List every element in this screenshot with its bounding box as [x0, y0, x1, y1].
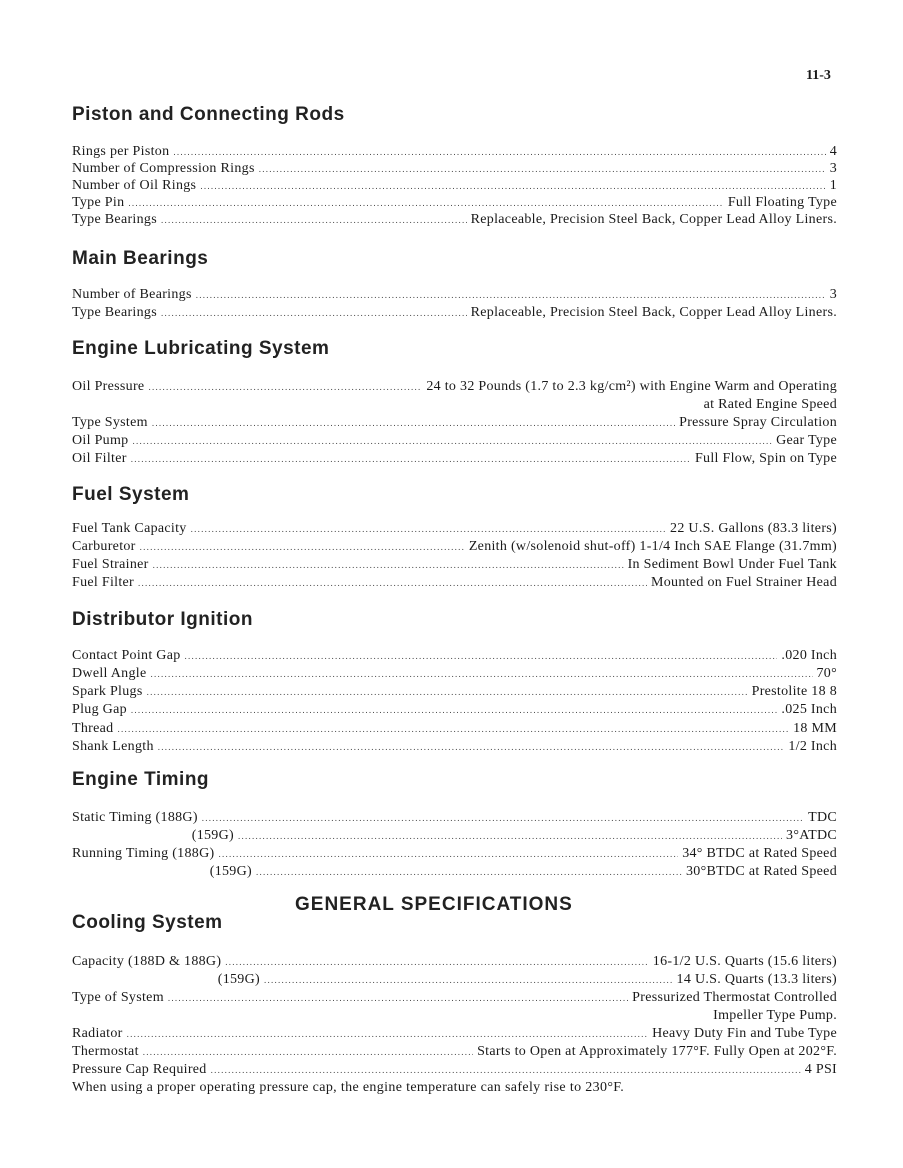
section-title-timing: Engine Timing	[72, 769, 210, 790]
dot-leader	[131, 451, 691, 467]
dot-leader	[173, 144, 825, 160]
spec-row	[72, 721, 837, 739]
spec-value: Zenith (w/solenoid shut-off) 1-1/4 Inch SAE Flange (31.7mm)	[468, 539, 837, 554]
dot-leader	[127, 1026, 649, 1042]
cooling-note: When using a proper operating pressure cap, the engine temperature can safely rise to 230°F.	[72, 1080, 625, 1095]
dot-leader	[218, 846, 678, 862]
spec-row	[72, 195, 837, 213]
spec-value: 14 U.S. Quarts (13.3 liters)	[676, 972, 837, 987]
spec-row	[72, 739, 837, 757]
spec-row	[72, 178, 837, 196]
spec-label: Oil Pressure	[72, 379, 145, 394]
spec-row	[72, 1044, 837, 1062]
spec-value: .025 Inch	[781, 702, 837, 717]
dot-leader	[138, 575, 647, 591]
dot-leader	[264, 972, 673, 988]
spec-label: Oil Pump	[72, 433, 129, 448]
section-title-cooling: Cooling System	[72, 912, 223, 933]
spec-label: (159G)	[209, 864, 252, 879]
spec-row	[72, 828, 837, 846]
spec-row	[72, 666, 837, 684]
spec-label: Capacity (188D & 188G)	[72, 954, 222, 969]
section-title-ignition: Distributor Ignition	[72, 609, 253, 630]
spec-row	[72, 684, 837, 702]
spec-value: Prestolite 18 8	[751, 684, 837, 699]
spec-row	[72, 864, 837, 882]
spec-value-continued: Impeller Type Pump.	[713, 1008, 837, 1023]
spec-value: 24 to 32 Pounds (1.7 to 2.3 kg/cm²) with Engine Warm and Operating	[426, 379, 837, 394]
spec-row	[72, 451, 837, 469]
spec-value: Heavy Duty Fin and Tube Type	[652, 1026, 837, 1041]
spec-value: 18 MM	[793, 721, 837, 736]
spec-row	[72, 1062, 837, 1080]
spec-row	[72, 521, 837, 539]
dot-leader	[150, 666, 812, 682]
spec-value: 34° BTDC at Rated Speed	[682, 846, 837, 861]
spec-value: Pressurized Thermostat Controlled	[632, 990, 837, 1005]
dot-leader	[225, 954, 649, 970]
spec-row	[72, 379, 837, 397]
spec-label: Fuel Strainer	[72, 557, 149, 572]
spec-value: TDC	[808, 810, 837, 825]
spec-row	[72, 702, 837, 720]
spec-label: Type of System	[72, 990, 164, 1005]
dot-leader	[191, 521, 666, 537]
spec-label: (159G)	[217, 972, 260, 987]
spec-value-continued: at Rated Engine Speed	[703, 397, 837, 412]
spec-label: Carburetor	[72, 539, 136, 554]
spec-value: Mounted on Fuel Strainer Head	[651, 575, 837, 590]
dot-leader	[168, 990, 628, 1006]
spec-value: .020 Inch	[781, 648, 837, 663]
dot-leader	[238, 828, 782, 844]
spec-value: 3	[829, 161, 837, 176]
spec-label: Contact Point Gap	[72, 648, 181, 663]
spec-row	[72, 144, 837, 162]
spec-row	[72, 287, 837, 305]
spec-label: Rings per Piston	[72, 144, 170, 159]
spec-label: Type Pin	[72, 195, 125, 210]
general-specifications-title: GENERAL SPECIFICATIONS	[295, 894, 573, 915]
spec-value: Replaceable, Precision Steel Back, Copper Lead Alloy Liners.	[470, 212, 837, 227]
spec-row	[72, 648, 837, 666]
spec-row	[72, 954, 837, 972]
spec-label: Fuel Tank Capacity	[72, 521, 187, 536]
section-title-fuel: Fuel System	[72, 484, 190, 505]
spec-label: (159G)	[191, 828, 234, 843]
spec-row	[72, 846, 837, 864]
dot-leader	[200, 178, 825, 194]
spec-row	[72, 557, 837, 575]
dot-leader	[152, 415, 675, 431]
dot-leader	[132, 433, 772, 449]
dot-leader	[202, 810, 804, 826]
spec-label: Running Timing (188G)	[72, 846, 215, 861]
spec-label: Thread	[72, 721, 114, 736]
spec-label: Thermostat	[72, 1044, 139, 1059]
dot-leader	[153, 557, 624, 573]
spec-value: Pressure Spray Circulation	[679, 415, 837, 430]
spec-value: 16-1/2 U.S. Quarts (15.6 liters)	[652, 954, 837, 969]
spec-value: 1/2 Inch	[788, 739, 837, 754]
spec-row	[72, 433, 837, 451]
spec-label: Number of Oil Rings	[72, 178, 197, 193]
spec-value: Starts to Open at Approximately 177°F. Fully Open at 202°F.	[477, 1044, 837, 1059]
spec-row	[72, 575, 837, 593]
spec-label: Number of Bearings	[72, 287, 192, 302]
spec-row	[72, 161, 837, 179]
spec-label: Type Bearings	[72, 212, 157, 227]
dot-leader	[140, 539, 465, 555]
spec-value: 3°ATDC	[786, 828, 837, 843]
spec-row	[72, 415, 837, 433]
spec-label: Static Timing (188G)	[72, 810, 198, 825]
section-title-main-bearings: Main Bearings	[72, 248, 209, 269]
dot-leader	[148, 379, 422, 395]
dot-leader	[131, 702, 778, 718]
spec-label: Type System	[72, 415, 148, 430]
dot-leader	[196, 287, 826, 303]
dot-leader	[161, 305, 467, 321]
page-number: 11-3	[806, 68, 831, 83]
spec-label: Spark Plugs	[72, 684, 143, 699]
spec-label: Radiator	[72, 1026, 123, 1041]
dot-leader	[143, 1044, 473, 1060]
dot-leader	[128, 195, 723, 211]
spec-row	[72, 990, 837, 1008]
dot-leader	[161, 212, 467, 228]
dot-leader	[147, 684, 748, 700]
dot-leader	[259, 161, 826, 177]
spec-row	[72, 972, 837, 990]
spec-value: 3	[829, 287, 837, 302]
spec-row	[72, 212, 837, 230]
spec-value: 70°	[816, 666, 837, 681]
dot-leader	[256, 864, 682, 880]
section-title-piston: Piston and Connecting Rods	[72, 104, 345, 125]
dot-leader	[211, 1062, 801, 1078]
spec-value: 4 PSI	[804, 1062, 837, 1077]
spec-value: Gear Type	[776, 433, 837, 448]
spec-value: Full Floating Type	[727, 195, 837, 210]
spec-label: Number of Compression Rings	[72, 161, 255, 176]
spec-label: Oil Filter	[72, 451, 127, 466]
spec-label: Type Bearings	[72, 305, 157, 320]
spec-row	[72, 810, 837, 828]
spec-label: Fuel Filter	[72, 575, 135, 590]
spec-value: 22 U.S. Gallons (83.3 liters)	[670, 521, 837, 536]
dot-leader	[158, 739, 785, 755]
spec-label: Shank Length	[72, 739, 154, 754]
dot-leader	[117, 721, 789, 737]
spec-value: 1	[829, 178, 837, 193]
dot-leader	[185, 648, 778, 664]
spec-value: In Sediment Bowl Under Fuel Tank	[627, 557, 837, 572]
spec-row	[72, 1026, 837, 1044]
spec-row	[72, 305, 837, 323]
spec-value: 30°BTDC at Rated Speed	[685, 864, 837, 879]
spec-label: Pressure Cap Required	[72, 1062, 207, 1077]
spec-label: Plug Gap	[72, 702, 127, 717]
section-title-lubrication: Engine Lubricating System	[72, 338, 330, 359]
spec-row	[72, 539, 837, 557]
spec-value: Replaceable, Precision Steel Back, Copper Lead Alloy Liners.	[470, 305, 837, 320]
spec-value: Full Flow, Spin on Type	[694, 451, 837, 466]
spec-value: 4	[829, 144, 837, 159]
spec-label: Dwell Angle	[72, 666, 147, 681]
